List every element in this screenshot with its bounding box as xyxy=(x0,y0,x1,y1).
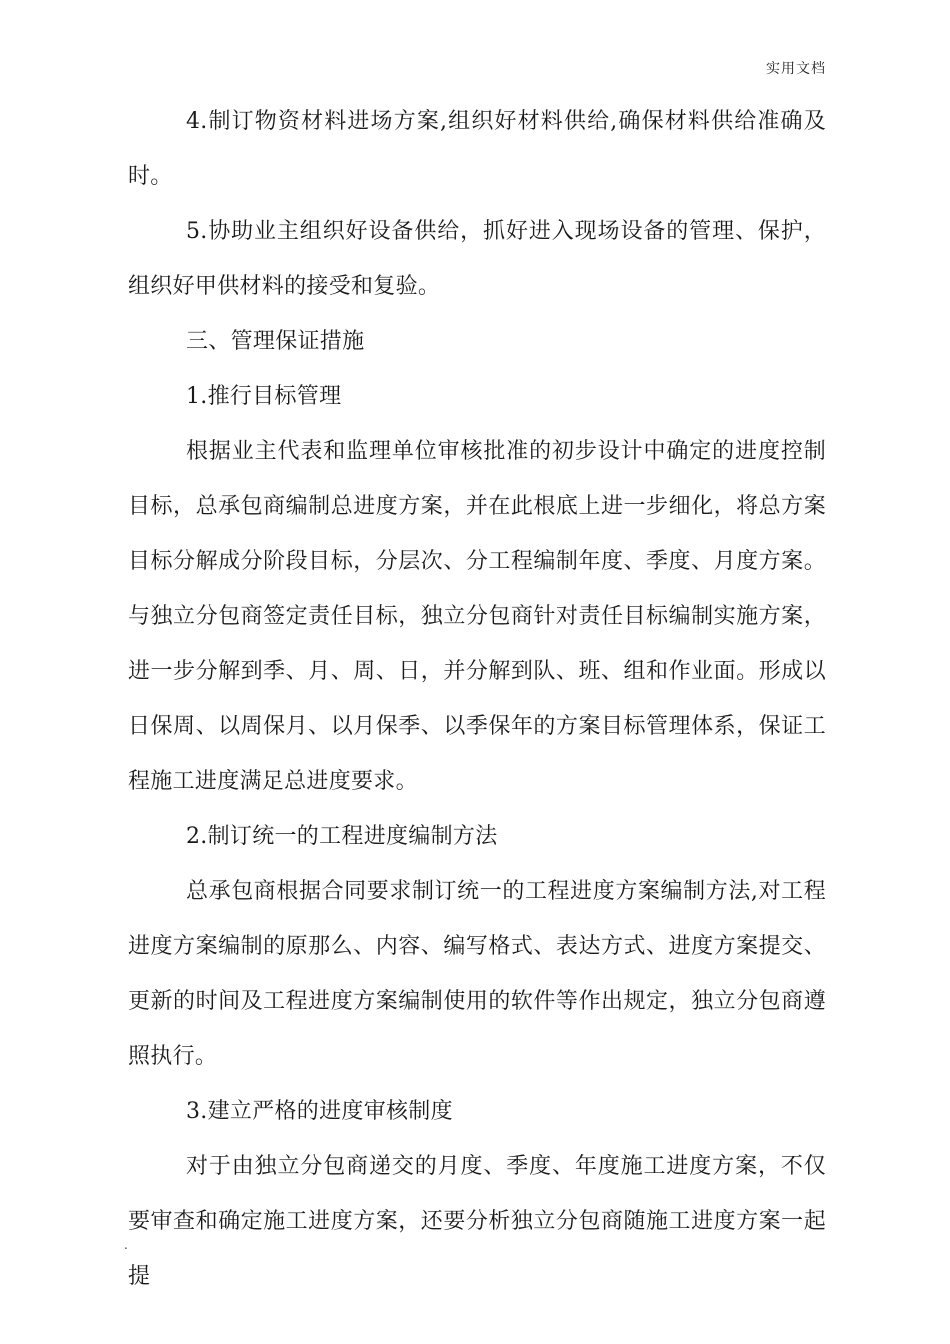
paragraph-target-management: 根据业主代表和监理单位审核批准的初步设计中确定的进度控制目标，总承包商编制总进度方案，并在此根底上进一步细化，将总方案目标分解成分阶段目标，分层次、分工程编制年度、季度、月度方案。与独立分包商签定责任目标，独立分包商针对责任目标编制实施方案，进一步分解到季、月、周、日，并分解到队、班、组和作业面。形成以日保周、以周保月、以月保季、以季保年的方案目标管理体系，保证工程施工进度满足总进度要求。 xyxy=(128,439,826,794)
subheading-unified-method: 2.制订统一的工程进度编制方法 xyxy=(186,824,498,849)
page-header-label: 实用文档 xyxy=(766,61,826,77)
paragraph-equipment-supply: 5.协助业主组织好设备供给，抓好进入现场设备的管理、保护，组织好甲供材料的接受和复验。 xyxy=(128,219,826,299)
subheading-review-system: 3.建立严格的进度审核制度 xyxy=(186,1099,453,1124)
footer-mark: . xyxy=(124,1238,128,1252)
subheading-target-management: 1.推行目标管理 xyxy=(186,384,342,409)
paragraph-material-supply: 4.制订物资材料进场方案,组织好材料供给,确保材料供给准确及时。 xyxy=(128,109,826,189)
paragraph-unified-method: 总承包商根据合同要求制订统一的工程进度方案编制方法,对工程进度方案编制的原那么、内容、编写格式、表达方式、进度方案提交、更新的时间及工程进度方案编制使用的软件等作出规定，独立分包商遵照执行。 xyxy=(128,879,826,1069)
paragraph-review-system: 对于由独立分包商递交的月度、季度、年度施工进度方案，不仅要审查和确定施工进度方案，还要分析独立分包商随施工进度方案一起提 xyxy=(128,1154,826,1289)
section-heading-management-measures: 三、管理保证措施 xyxy=(186,329,365,354)
document-body xyxy=(128,94,826,1304)
